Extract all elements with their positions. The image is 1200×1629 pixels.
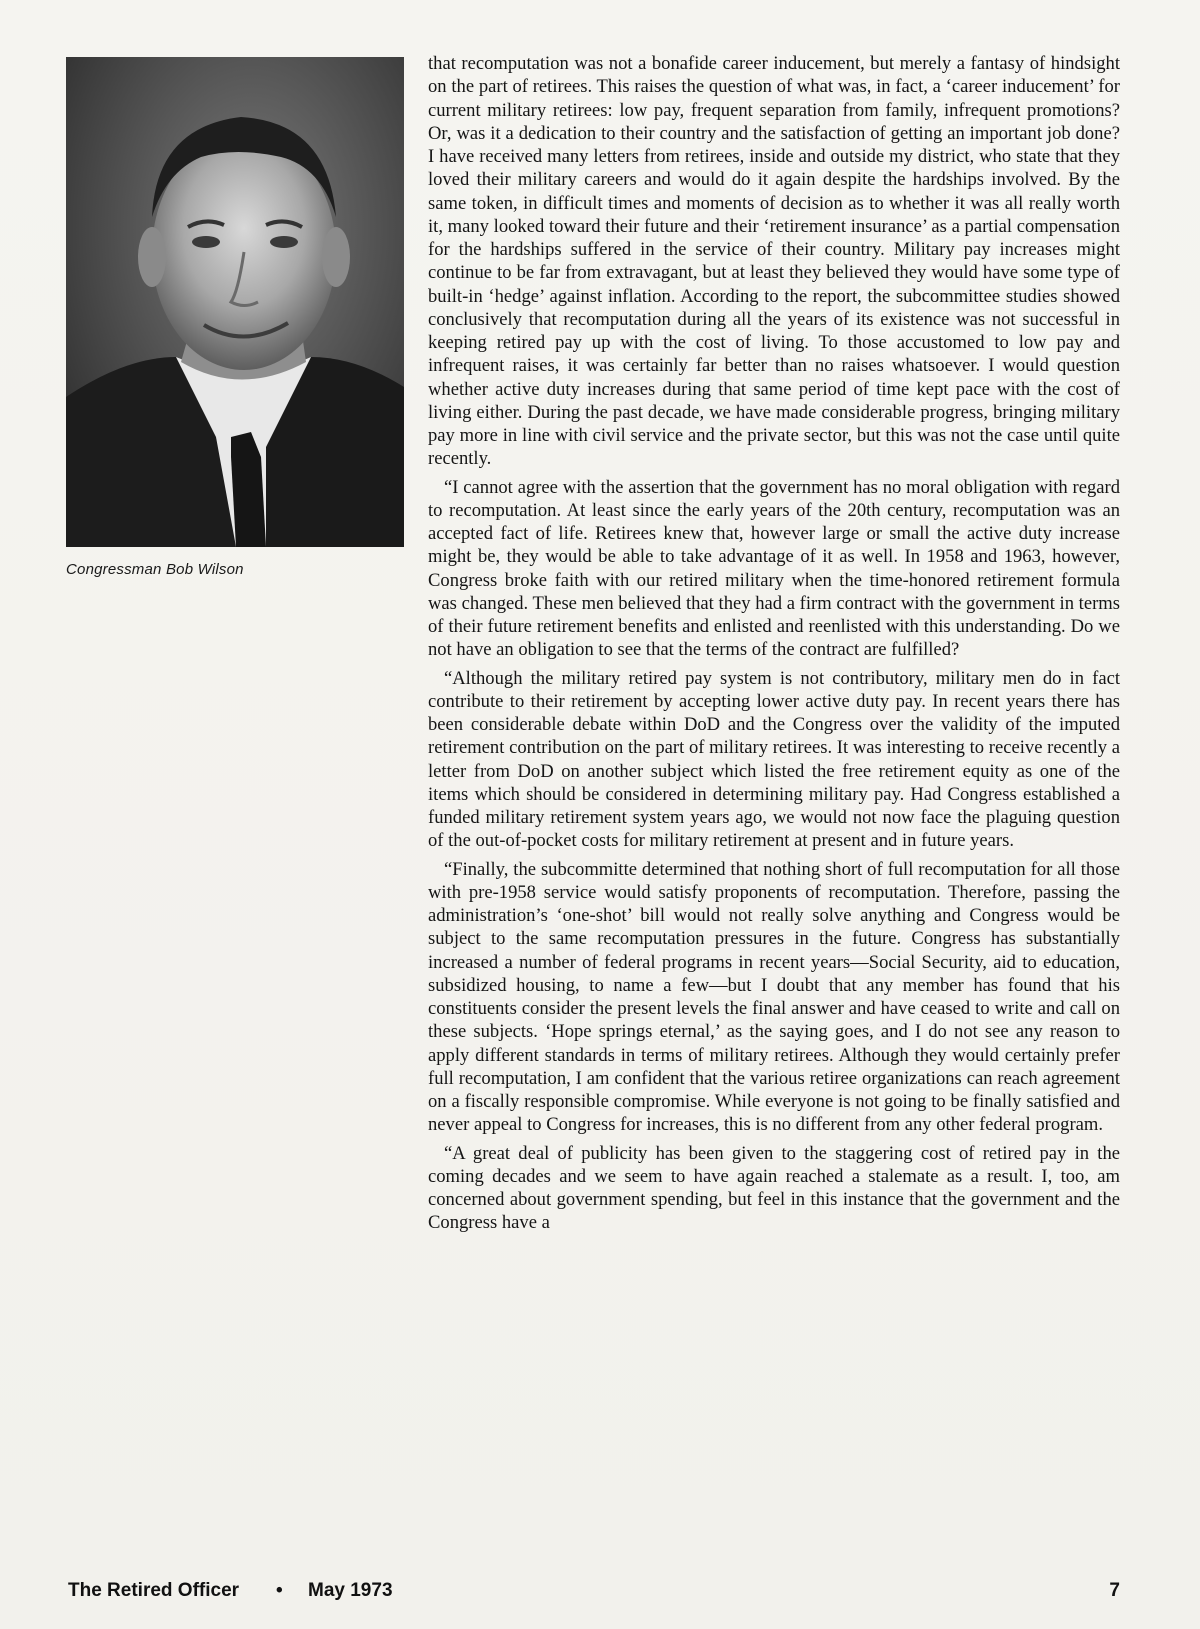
- article-paragraph: “Although the military retired pay system is not contributory, military men do in fact contribute to their retirement by accepting lower active duty pay. In recent years there has been considerable debate within DoD and the Congress over the validity of the imputed retirement contribution on the part of military retirees. It was interesting to receive recently a letter from DoD on another subject which listed the free retirement equity as one of the items which should be considered in determining military pay. Had Congress established a funded military retirement system years ago, we would not now face the plaguing question of the out-of-pocket costs for military retirement at present and in future years.: [428, 667, 1120, 852]
- portrait-photo: [66, 57, 404, 547]
- footer-separator: •: [276, 1580, 283, 1601]
- issue-date: May 1973: [308, 1580, 393, 1601]
- article-body: [428, 52, 1120, 1240]
- article-paragraph: “I cannot agree with the assertion that the government has no moral obligation with regard to recomputation. At least since the early years of the 20th century, recomputation was an accepted fact of life. Retirees knew that, however large or small the active duty increase might be, they would be able to take advantage of it as well. In 1958 and 1963, however, Congress broke faith with our retired military when the time-honored retirement formula was changed. These men believed that they had a firm contract with the government in terms of their future retirement benefits and enlisted and reenlisted with this understanding. Do we not have an obligation to see that the terms of the contract are fulfilled?: [428, 476, 1120, 661]
- publication-name: The Retired Officer: [68, 1580, 240, 1601]
- page-number: 7: [1109, 1580, 1120, 1601]
- article-paragraph: “Finally, the subcommitte determined that nothing short of full recomputation for all those with pre-1958 service would satisfy proponents of recomputation. Therefore, passing the administration’s ‘one-shot’ bill would not really solve anything and Congress would be subject to the same recomputation pressures in the future. Congress has substantially increased a number of federal programs in recent years—Social Security, aid to education, subsidized housing, to name a few—but I doubt that any member has found that his constituents consider the present levels the final answer and have ceased to write and call on these subjects. ‘Hope springs eternal,’ as the saying goes, and I do not see any reason to apply different standards in terms of military retirees. Although they would certainly prefer full recomputation, I am confident that the various retiree organizations can reach agreement on a fiscally responsible compromise. While everyone is not going to be finally satisfied and never appeal to Congress for increases, this is no different from any other federal program.: [428, 858, 1120, 1136]
- page-footer: [68, 1580, 1120, 1610]
- photo-caption: Congressman Bob Wilson: [66, 561, 244, 578]
- portrait-image: [66, 57, 404, 547]
- article-paragraph: that recomputation was not a bonafide career inducement, but merely a fantasy of hindsight on the part of retirees. This raises the question of what was, in fact, a ‘career inducement’ for current military retirees: low pay, frequent separation from family, infrequent promotions? Or, was it a dedication to their country and the satisfaction of getting an important job done? I have received many letters from retirees, inside and outside my district, who state that they loved their military careers and would do it again despite the hardships involved. By the same token, in difficult times and moments of decision as to whether it was all really worth it, many looked toward their future and their ‘retirement insurance’ as a partial compensation for the hardships suffered in the service of their country. Military pay increases might continue to be far from extravagant, but at least they believed they would have some type of built-in ‘hedge’ against inflation. According to the report, the subcommittee studies showed conclusively that recomputation during all the years of its existence was not successful in keeping retired pay up with the cost of living. To those accustomed to low pay and infrequent raises, it was certainly far better than no raises whatsoever. I would question whether active duty increases during that same period of time kept pace with the cost of living either. During the past decade, we have made considerable progress, bringing military pay more in line with civil service and the private sector, but this was not the case until quite recently.: [428, 53, 1120, 470]
- article-paragraph: “A great deal of publicity has been given to the staggering cost of retired pay in the coming decades and we seem to have again reached a stalemate as a result. I, too, am concerned about government spending, but feel in this instance that the government and the Congress have a: [428, 1142, 1120, 1234]
